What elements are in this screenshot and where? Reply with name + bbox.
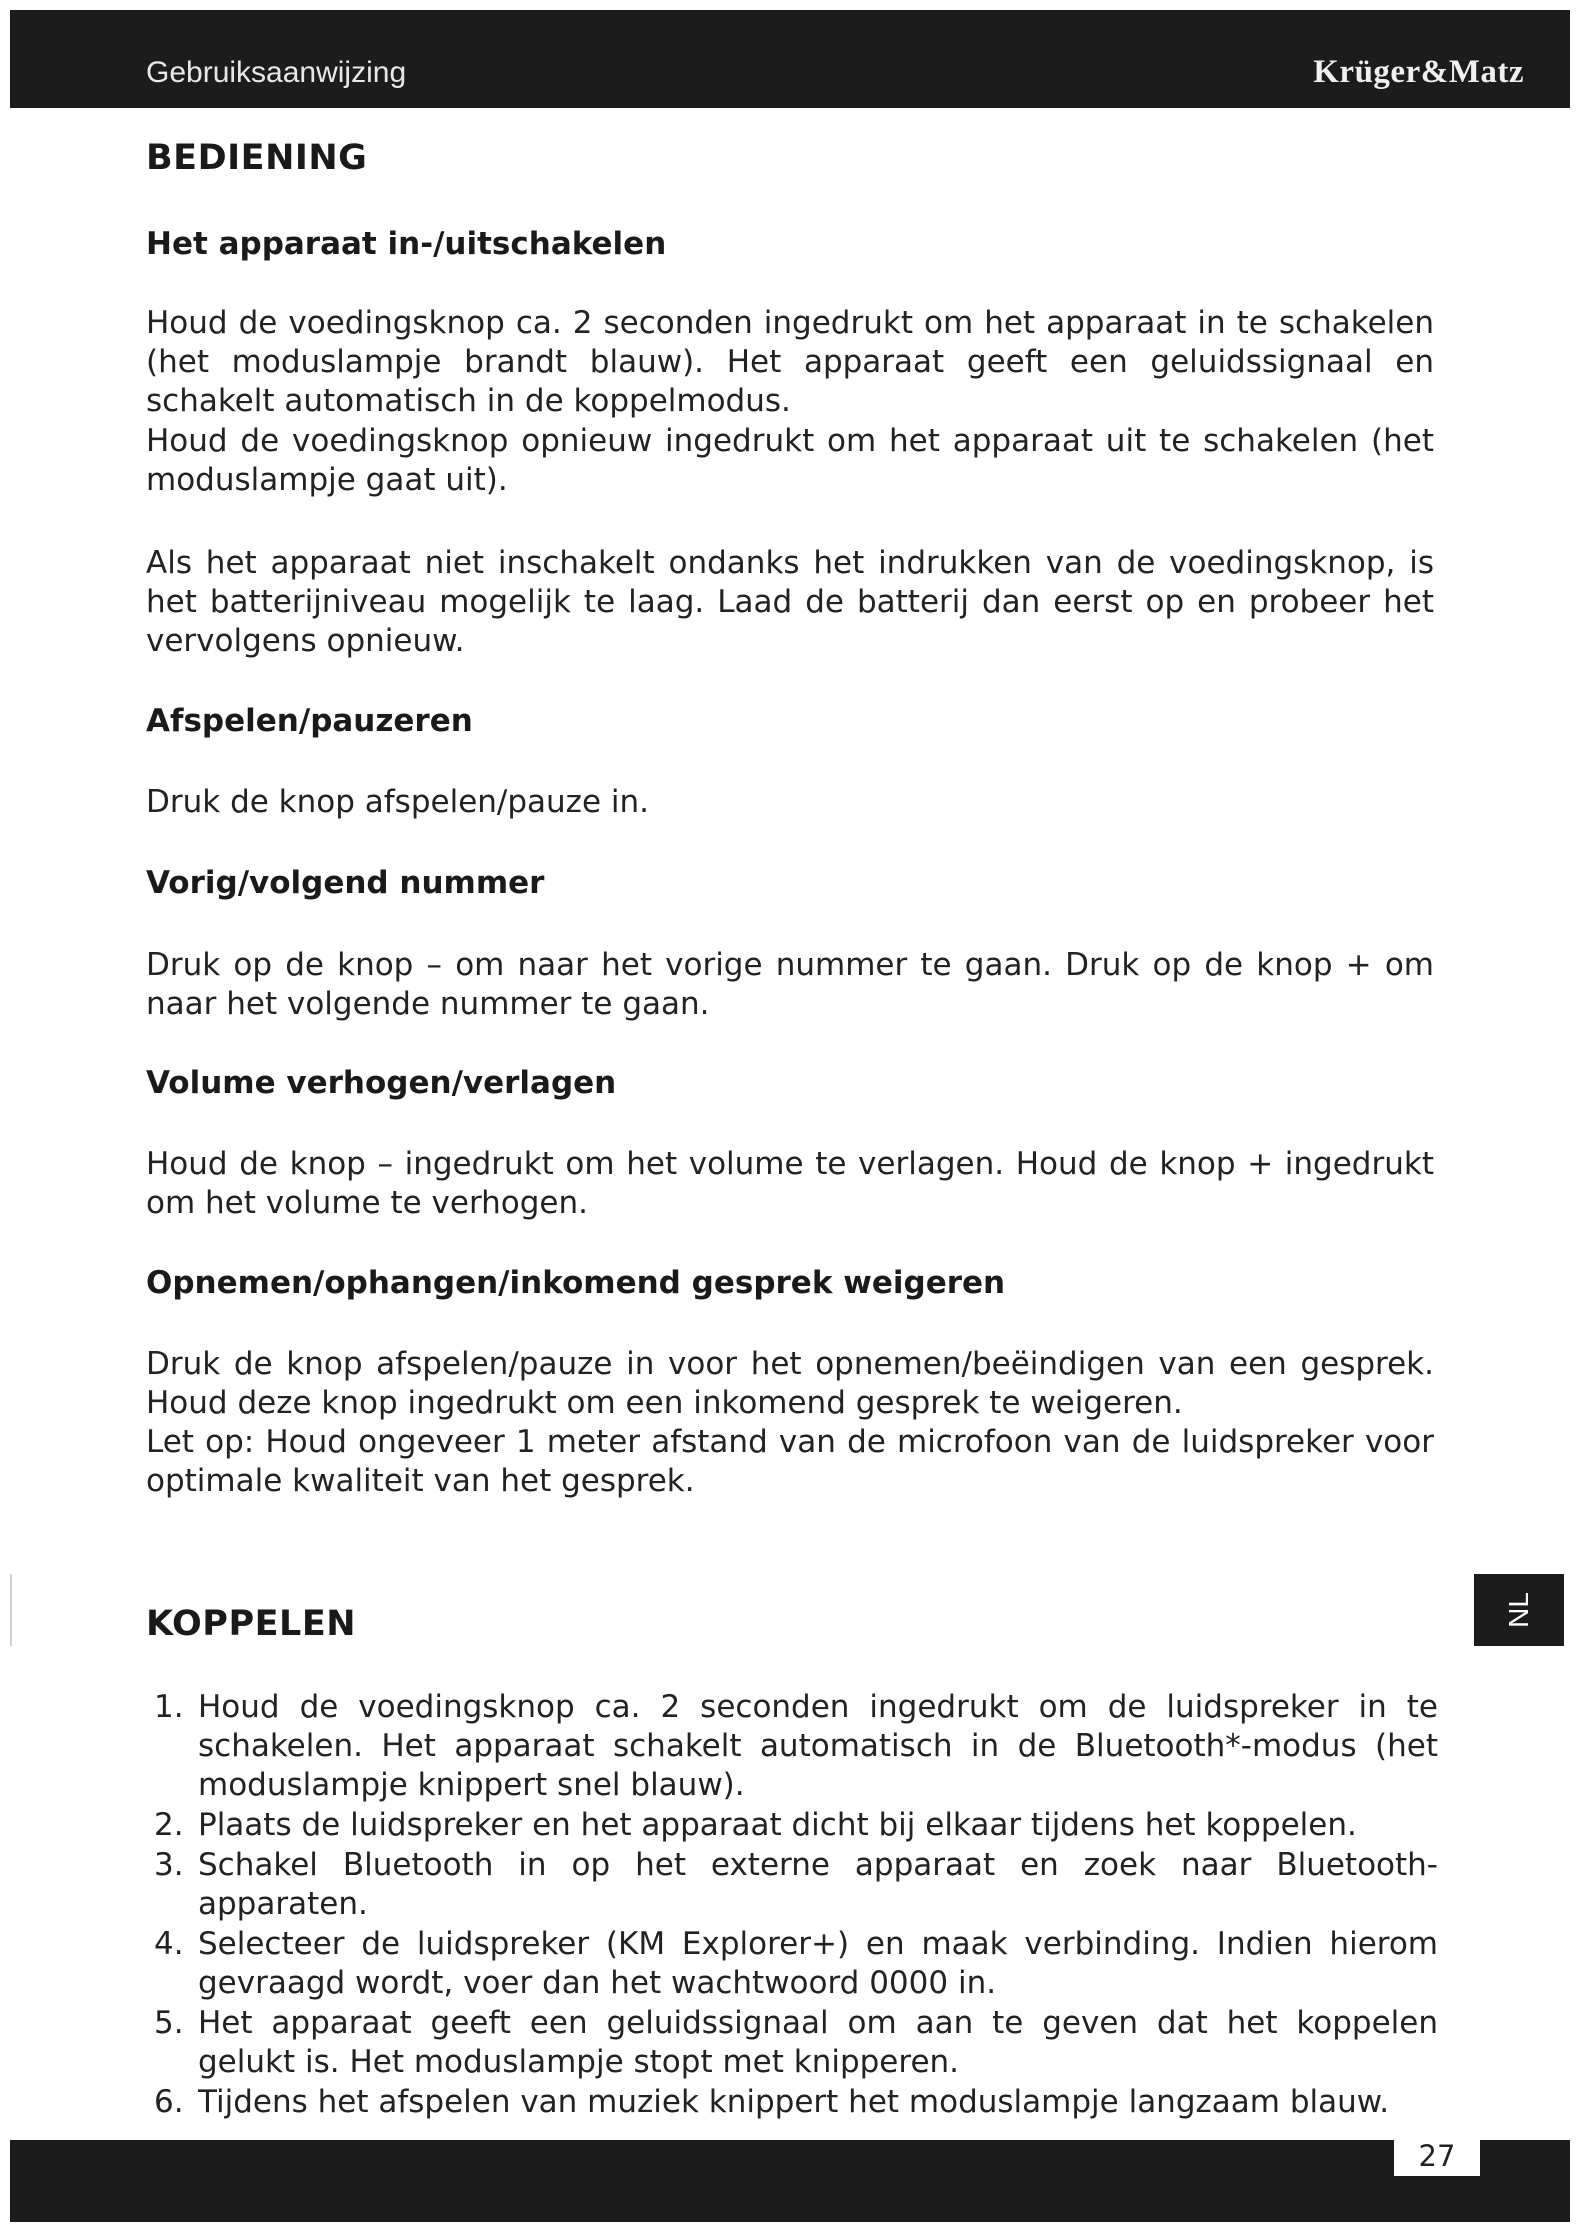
paragraph-battery-note: Als het apparaat niet inschakelt ondanks het indrukken van de voedingsknop, is het batterijniveau mogelijk te laag. Laad de batterij dan eerst op en probeer het vervolgens opnieuw. <box>146 545 1434 659</box>
page-number: 27 <box>1394 2136 1480 2176</box>
step-number: 5. <box>154 2005 184 2041</box>
list-item <box>154 1925 1438 2003</box>
paragraph-call: Druk de knop afspelen/pauze in voor het opnemen/beëindigen van een gesprek. Houd deze knop ingedrukt om een inkomend gesprek te weigeren. <box>146 1346 1434 1421</box>
heading-volume: Volume verhogen/verlagen <box>146 1065 617 1101</box>
step-text: Plaats de luidspreker en het apparaat dicht bij elkaar tijdens het koppelen. <box>198 1807 1357 1843</box>
paragraph-play: Druk de knop afspelen/pauze in. <box>146 784 649 820</box>
heading-call: Opnemen/ophangen/inkomend gesprek weigeren <box>146 1265 1006 1301</box>
step-text: Tijdens het afspelen van muziek knippert het moduslampje langzaam blauw. <box>198 2084 1390 2120</box>
step-number: 3. <box>154 1847 184 1883</box>
heading-play: Afspelen/pauzeren <box>146 703 473 739</box>
step-text: Schakel Bluetooth in op het externe apparaat en zoek naar Bluetooth-apparaten. <box>198 1847 1438 1922</box>
language-tab <box>1474 1574 1564 1646</box>
paragraph-power-off: Houd de voedingsknop opnieuw ingedrukt om het apparaat uit te schakelen (het moduslampje gaat uit). <box>146 423 1434 498</box>
header-title: Gebruiksaanwijzing <box>146 56 407 89</box>
section-title-koppelen: KOPPELEN <box>146 1604 357 1644</box>
section-title-bediening: BEDIENING <box>146 138 368 178</box>
heading-power: Het apparaat in-/uitschakelen <box>146 226 667 262</box>
brand-logo: Krüger&Matz <box>1313 54 1524 90</box>
page-footer <box>10 2140 1570 2222</box>
heading-track: Vorig/volgend nummer <box>146 865 545 901</box>
list-item <box>154 2004 1438 2082</box>
step-number: 4. <box>154 1926 184 1962</box>
step-text: Selecteer de luidspreker (KM Explorer+) en maak verbinding. Indien hierom gevraagd wordt, voer dan het wachtwoord 0000 in. <box>198 1926 1438 2001</box>
language-tab-label: NL <box>1503 1592 1534 1628</box>
list-item <box>154 1688 1438 1805</box>
step-text: Houd de voedingsknop ca. 2 seconden ingedrukt om de luidspreker in te schakelen. Het apparaat schakelt automatisch in de Bluetooth*-modus (het moduslampje knippert snel blauw). <box>198 1689 1438 1803</box>
paragraph-volume: Houd de knop – ingedrukt om het volume te verlagen. Houd de knop + ingedrukt om het volume te verhogen. <box>146 1146 1434 1221</box>
paragraph-call-note: Let op: Houd ongeveer 1 meter afstand van de microfoon van de luidspreker voor optimale kwaliteit van het gesprek. <box>146 1424 1434 1499</box>
paragraph-track: Druk op de knop – om naar het vorige nummer te gaan. Druk op de knop + om naar het volgende nummer te gaan. <box>146 947 1434 1022</box>
list-item <box>154 2083 1438 2122</box>
list-item <box>154 1846 1438 1924</box>
pairing-steps <box>154 1688 1438 2123</box>
step-text: Het apparaat geeft een geluidssignaal om aan te geven dat het koppelen gelukt is. Het moduslampje stopt met knipperen. <box>198 2005 1438 2080</box>
step-number: 2. <box>154 1807 184 1843</box>
page-header <box>10 10 1570 108</box>
step-number: 6. <box>154 2084 184 2120</box>
paragraph-power-on: Houd de voedingsknop ca. 2 seconden ingedrukt om het apparaat in te schakelen (het moduslampje brandt blauw). Het apparaat geeft een geluidssignaal en schakelt automatisch in de koppelmodus. <box>146 305 1434 419</box>
side-divider <box>10 1574 12 1646</box>
step-number: 1. <box>154 1689 184 1725</box>
list-item <box>154 1806 1438 1845</box>
